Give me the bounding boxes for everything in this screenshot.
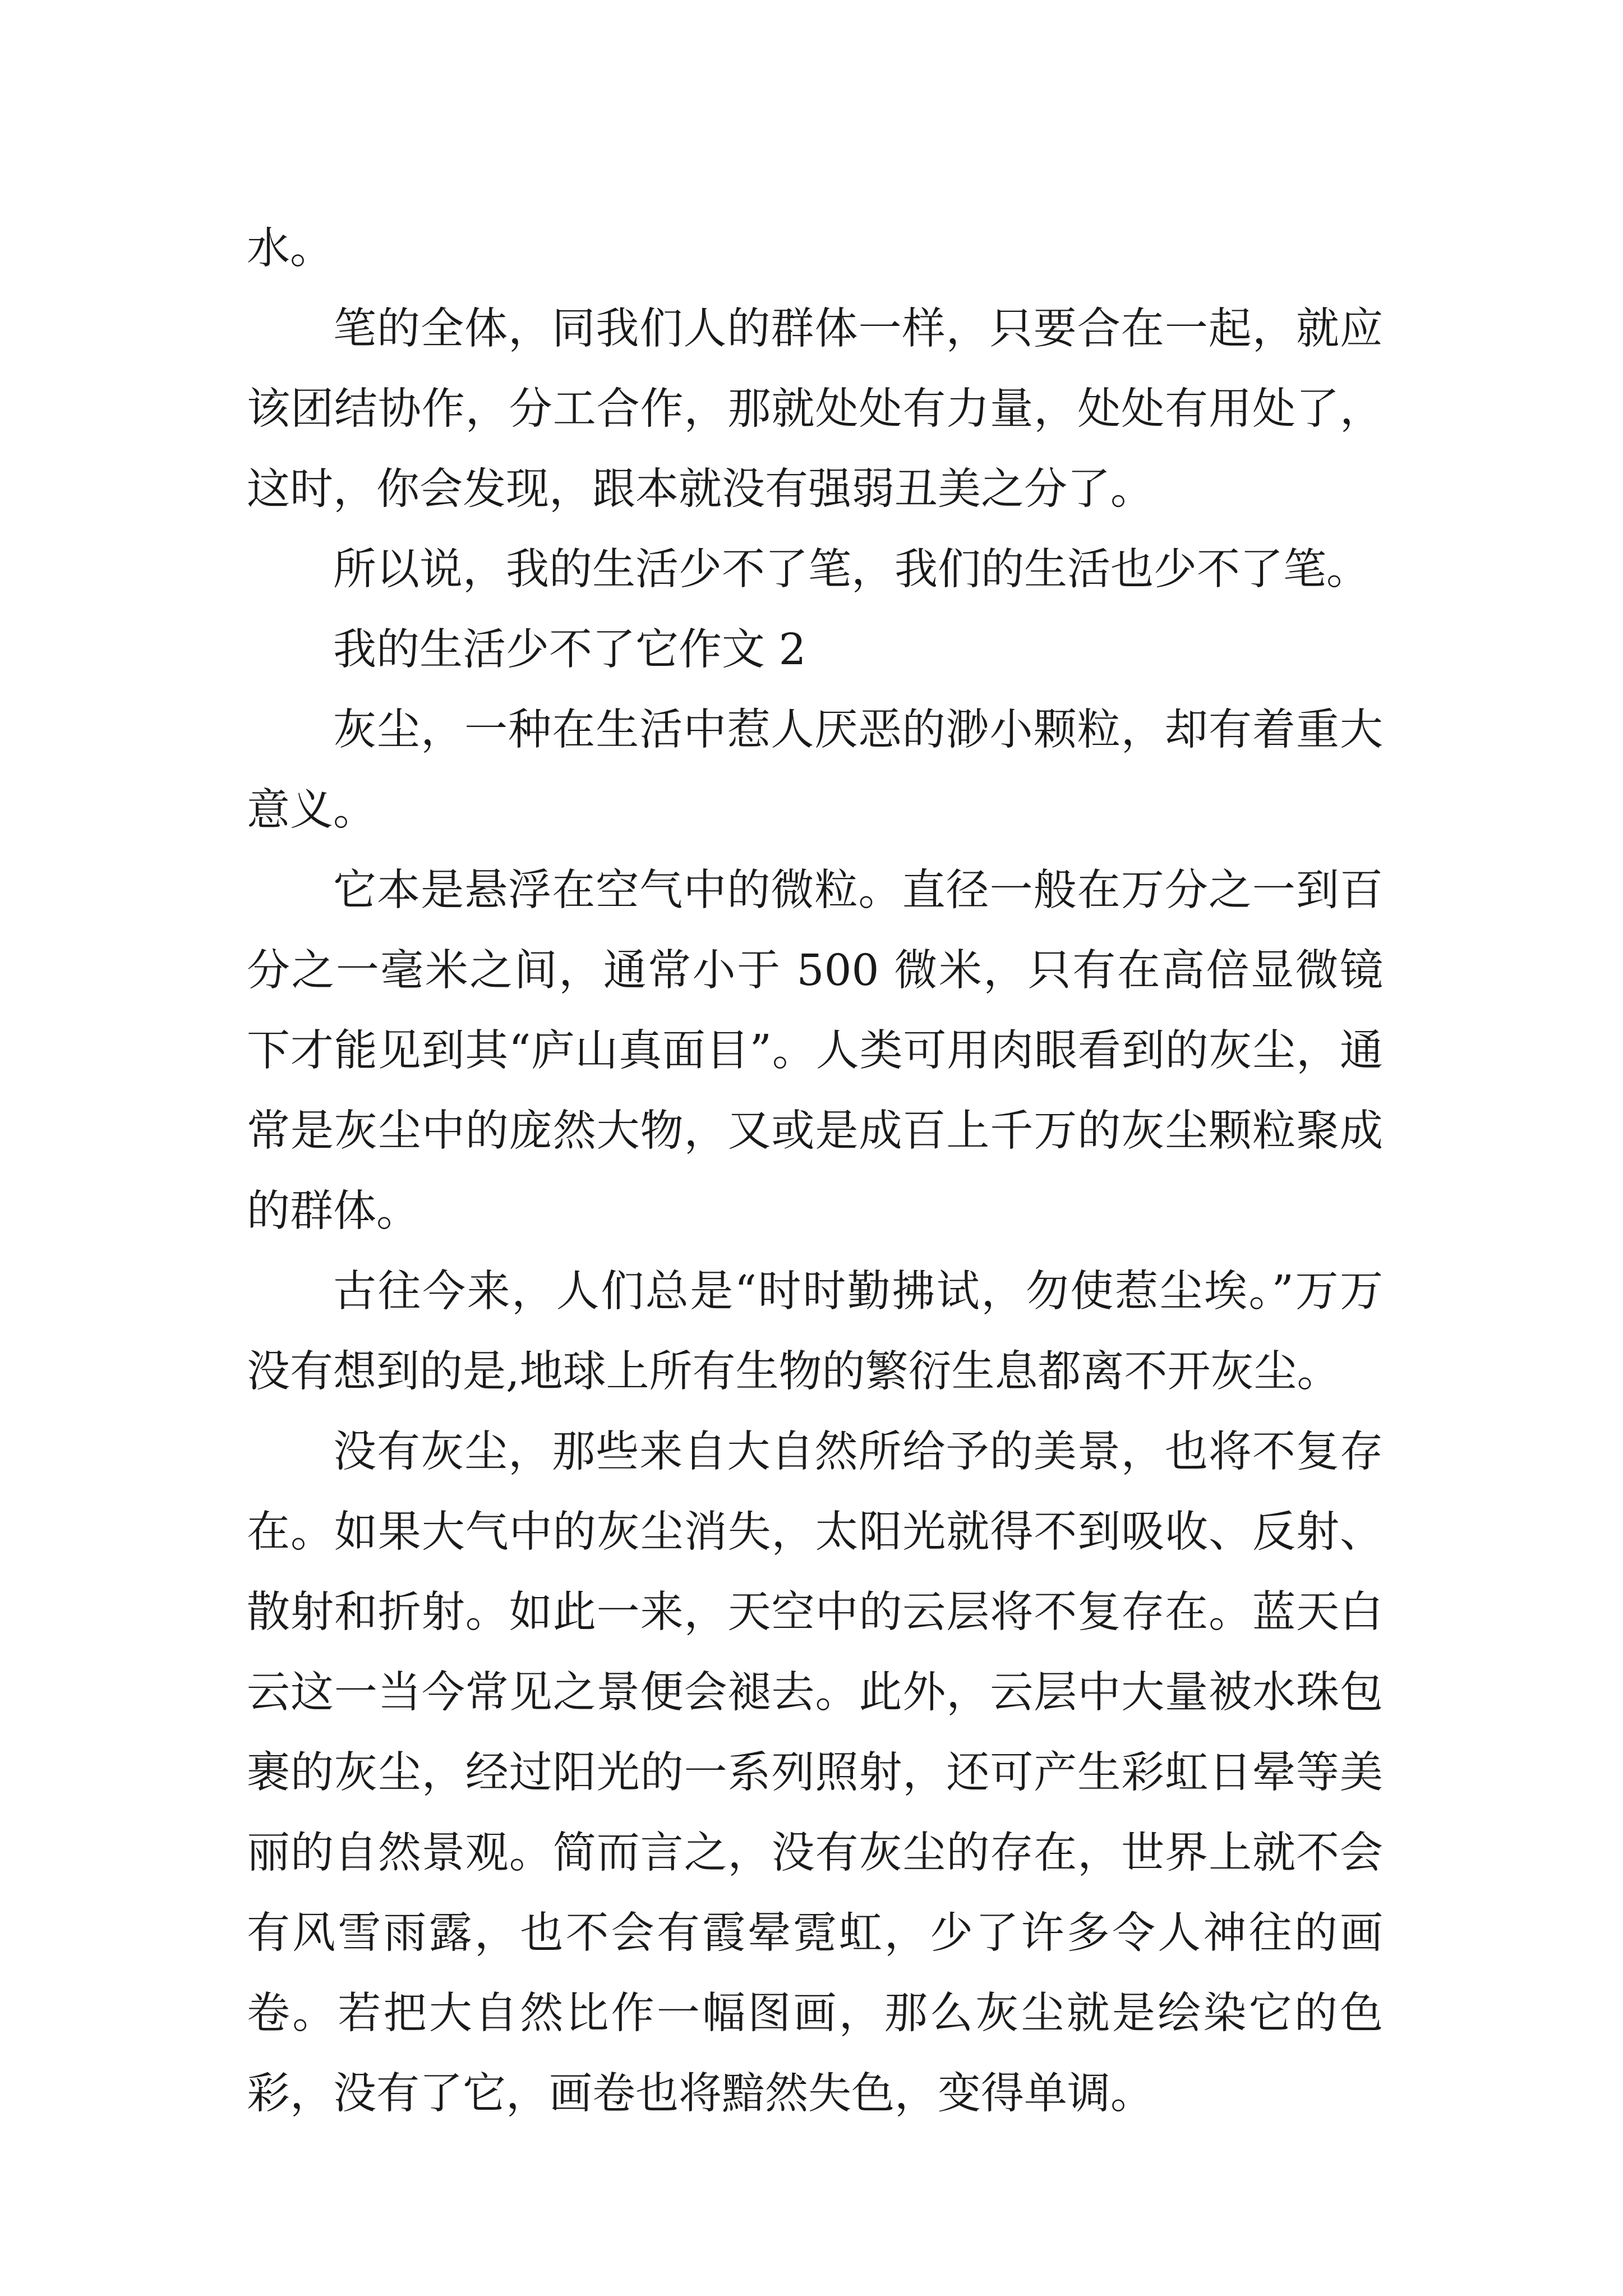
paragraph-dust-intro: 灰尘，一种在生活中惹人厌恶的渺小颗粒，却有着重大意义。 [247,705,1383,835]
paragraph-conclusion: 所以说，我的生活少不了笔，我们的生活也少不了笔。 [333,545,1370,595]
paragraph-dust-nature: 没有灰尘，那些来自大自然所给予的美景，也将不复存在。如果大气中的灰尘消失，太阳光就得不到吸收、反射、散射和折射。如此一来，天空中的云层将不复存在。蓝天白云这一当今常见之景便会褪去。此外，云层中大量被水珠包裹的灰尘，经过阳光的一系列照射，还可产生彩虹日晕等美丽的自然景观。简而言之，没有灰尘的存在，世界上就不会有风雪雨露，也不会有霞晕霓虹，少了许多令人神往的画卷。若把大自然比作一幅图画，那么灰尘就是绘染它的色彩，没有了它，画卷也将黯然失色，变得单调。 [247,1427,1383,2119]
paragraph-pen-group: 笔的全体，同我们人的群体一样，只要合在一起，就应该团结协作，分工合作，那就处处有力量，处处有用处了，这时，你会发现，跟本就没有强弱丑美之分了。 [247,304,1383,514]
essay-title: 我的生活少不了它作文 2 [333,625,806,675]
paragraph-continuation: 水。 [247,224,333,274]
paragraph-dust-history: 古往今来，人们总是“时时勤拂试，勿使惹尘埃。”万万没有想到的是,地球上所有生物的繁衍生息都离不开灰尘。 [247,1267,1383,1397]
paragraph-dust-definition: 它本是悬浮在空气中的微粒。直径一般在万分之一到百分之一毫米之间，通常小于 500 微米，只有在高倍显微镜下才能见到其“庐山真面目”。人类可用肉眼看到的灰尘，通常是灰尘中的庞然大物，又或是成百上千万的灰尘颗粒聚成的群体。 [247,866,1383,1236]
document-body [247,209,1383,2134]
